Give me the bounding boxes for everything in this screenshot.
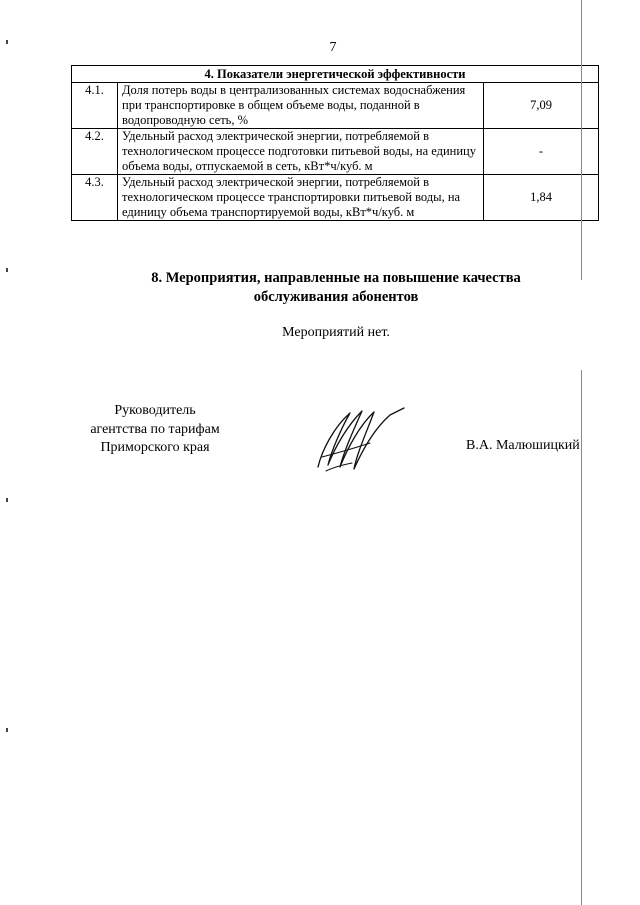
scan-edge-line <box>581 0 582 280</box>
scan-mark <box>6 498 8 502</box>
signer-position <box>60 402 250 458</box>
section-8-title-line-1: 8. Мероприятия, направленные на повышение качества <box>151 270 521 286</box>
row-value: 1,84 <box>484 175 599 221</box>
scan-mark <box>6 728 8 732</box>
scan-mark <box>6 268 8 272</box>
row-description: Удельный расход электрической энергии, потребляемой в технологическом процессе подготовки питьевой воды, на единицу объема воды, отпускаемой в сеть, кВт*ч/куб. м <box>118 129 484 175</box>
table-row <box>72 129 599 175</box>
signer-position-line-3: Приморского края <box>100 440 210 455</box>
section-8-body: Мероприятий нет. <box>282 325 390 340</box>
row-number: 4.3. <box>72 175 118 221</box>
row-value: 7,09 <box>484 83 599 129</box>
handwritten-signature <box>312 405 412 475</box>
page-number: 7 <box>329 40 337 55</box>
row-value: - <box>484 129 599 175</box>
table-section-header-row <box>72 66 599 83</box>
row-number: 4.1. <box>72 83 118 129</box>
row-description: Доля потерь воды в централизованных системах водоснабжения при транспортировке в общем объеме воды, поданной в водопроводную сеть, % <box>118 83 484 129</box>
scan-edge-line <box>581 370 582 905</box>
scan-mark <box>6 40 8 44</box>
signer-position-line-2: агентства по тарифам <box>90 421 220 437</box>
energy-efficiency-table <box>71 65 599 221</box>
table-row <box>72 83 599 129</box>
table-row <box>72 175 599 221</box>
row-description: Удельный расход электрической энергии, потребляемой в технологическом процессе транспортировки питьевой воды, на единицу объема транспортируемой воды, кВт*ч/куб. м <box>118 175 484 221</box>
section-8-title-line-2: обслуживания абонентов <box>253 289 419 305</box>
table-section-header: 4. Показатели энергетической эффективности <box>72 66 599 83</box>
row-number: 4.2. <box>72 129 118 175</box>
section-8-title <box>0 269 640 307</box>
signer-position-line-1: Руководитель <box>114 403 196 418</box>
signer-name: В.А. Малюшицкий <box>466 438 580 453</box>
